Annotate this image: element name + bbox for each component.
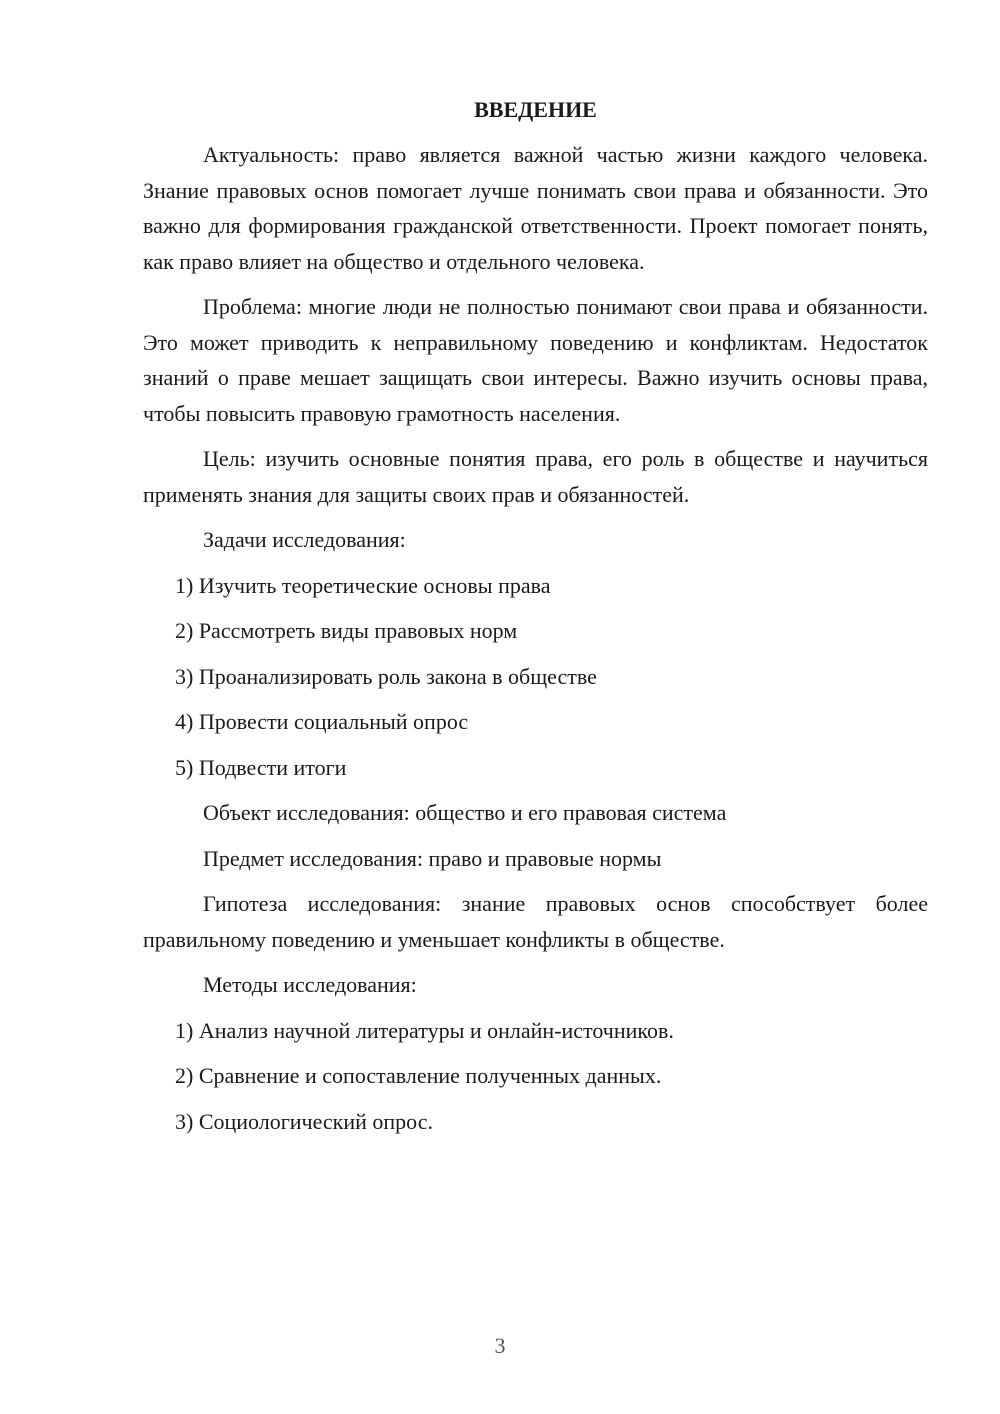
hypothesis-paragraph: Гипотеза исследования: знание правовых основ способствует более правильному поведению и уменьшает конфликты в обществе. xyxy=(143,891,928,952)
tasks-list xyxy=(143,568,928,786)
list-item: 5) Подвести итоги xyxy=(175,754,347,780)
subject-line: Предмет исследования: право и правовые нормы xyxy=(203,845,662,871)
list-item: 1) Изучить теоретические основы права xyxy=(175,572,551,598)
section-heading: ВВЕДЕНИЕ xyxy=(474,97,597,122)
methods-list xyxy=(143,1013,928,1140)
list-item: 4) Провести социальный опрос xyxy=(175,709,469,734)
list-item: 3) Социологический опрос. xyxy=(175,1108,433,1134)
page-number: 3 xyxy=(494,1333,506,1358)
list-item: 1) Анализ научной литературы и онлайн-источников. xyxy=(175,1017,674,1043)
goal-paragraph: Цель: изучить основные понятия права, его роль в обществе и научиться применять знания для защиты своих прав и обязанностей. xyxy=(143,446,928,507)
list-item: 2) Рассмотреть виды правовых норм xyxy=(175,618,518,643)
list-item: 2) Сравнение и сопоставление полученных данных. xyxy=(175,1063,662,1088)
object-line: Объект исследования: общество и его правовая система xyxy=(203,800,727,825)
list-item: 3) Проанализировать роль закона в обществе xyxy=(175,663,597,689)
methods-title: Методы исследования: xyxy=(203,972,417,997)
relevance-paragraph: Актуальность: право является важной частью жизни каждого человека. Знание правовых основ помогает лучше понимать свои права и обязанности. Это важно для формирования гражданской ответственности. Проект помогает понять, как право влияет на общество и отдельного человека. xyxy=(143,142,928,274)
problem-paragraph: Проблема: многие люди не полностью понимают свои права и обязанности. Это может приводить к неправильному поведению и конфликтам. Недостаток знаний о праве мешает защищать свои интересы. Важно изучить основы права, чтобы повысить правовую грамотность населения. xyxy=(143,294,928,426)
tasks-title: Задачи исследования: xyxy=(203,527,406,552)
page-content xyxy=(143,95,928,1149)
